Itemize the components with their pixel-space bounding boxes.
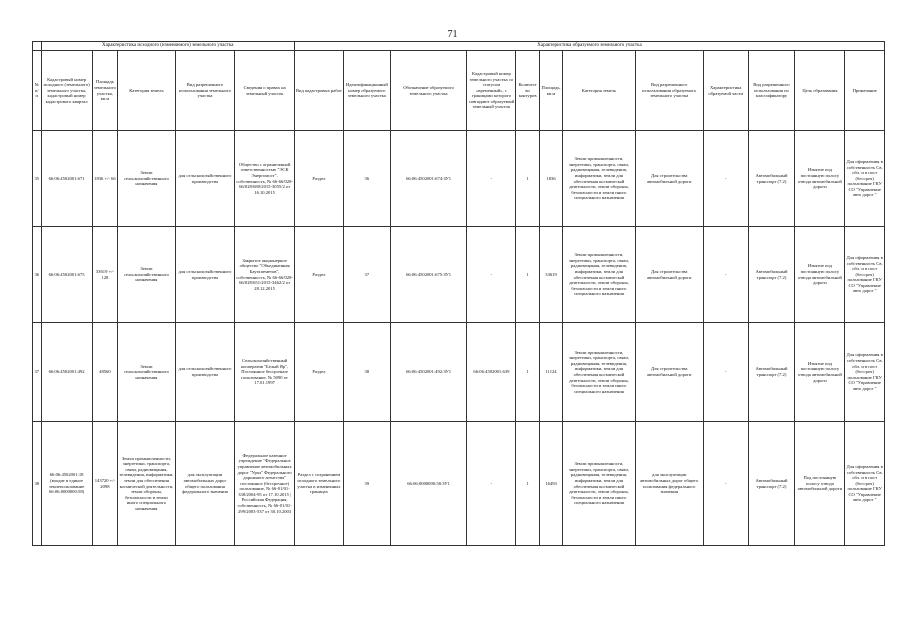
col-header: Вид разрешенного использования образуемого земельного участка <box>635 51 703 131</box>
cell-designation: 66:06:4502001:492:ЗУ1 <box>390 323 467 422</box>
cell-rights: Федеральное казенное учреждение "Федеральное управление автомобильных дорог "Урал" Федерального дорожного агентства" постоянное (бессрочное) пользование, № 66-01/01-338/2004-95 от 17.10.2015 | Российская Федерация, собственность, № 66-01/01-299/2003-537 от 30.10.2003 <box>235 422 295 546</box>
cell-contours: 1 <box>516 227 539 323</box>
cell-permitted-use: для сельскохозяйственного производства <box>175 131 235 227</box>
cell-contours: 1 <box>516 131 539 227</box>
cell-note: Для оформления в собственность Св. обл. и в пост (бессроч) пользование ГКУ СО "Управление авто дорог " <box>845 131 885 227</box>
cell-new-category: Земли промышленности, энергетики, транспорта, связи, радиовещания, телевидения, информатики, земли для обеспечения космической деятельности, земли обороны, безопасности и земли иного специального назначения <box>563 131 635 227</box>
col-header: Примечание <box>845 51 885 131</box>
cell-new-permitted-use: Для строительства автомобильной дороги <box>635 323 703 422</box>
col-header: Сведения о правах на земельный участок <box>235 51 295 131</box>
cell-designation: 66:06:4502001:674:ЗУ1 <box>390 131 467 227</box>
cell-new-area: 16493 <box>539 422 562 546</box>
table-row <box>33 131 885 227</box>
cell-work-type: Раздел <box>294 131 343 227</box>
cell-area: 48560 <box>92 323 118 422</box>
cell-work-type: Раздел <box>294 323 343 422</box>
cell-new-permitted-use: Для строительства автомобильной дороги <box>635 131 703 227</box>
cell-temp-cadastral: 66:06:4502001:639 <box>467 323 516 422</box>
cell-note: Для оформления в собственность Св. обл. и в пост (бессроч) пользование ГКУ СО "Управление авто дорог " <box>845 422 885 546</box>
cell-note: Для оформления в собственность Св. обл. и в пост (бессроч) пользование ГКУ СО "Управление авто дорог " <box>845 227 885 323</box>
col-header: Площадь, кв.м <box>539 51 562 131</box>
cell-goal: Изъятие под постоянную полосу отвода автомобильной дороги <box>795 131 845 227</box>
cell-cadastral-number: 66:06:4502001:671 <box>41 131 92 227</box>
cell-permitted-use: для сельскохозяйственного производства <box>175 227 235 323</box>
cell-new-permitted-use: Для строительства автомобильной дороги <box>635 227 703 323</box>
col-header: Характеристика образуемой части <box>703 51 748 131</box>
cell-id: 37 <box>343 227 390 323</box>
cell-designation: 66:06:4502001:675:ЗУ1 <box>390 227 467 323</box>
group-header-blank <box>33 42 42 51</box>
col-header: № п/п <box>33 51 42 131</box>
cell-contours: 1 <box>516 422 539 546</box>
table-row <box>33 323 885 422</box>
group-header-row <box>33 42 885 51</box>
cell-use-classifier: Автомобильный транспорт (7.2) <box>748 227 795 323</box>
cell-contours: 1 <box>516 323 539 422</box>
cell-part: - <box>703 323 748 422</box>
col-header: Вид разрешенного использования по классификатору <box>748 51 795 131</box>
cell-use-classifier: Автомобильный транспорт (7.2) <box>748 422 795 546</box>
cell-category: Земли сельскохозяйственного назначения <box>118 227 176 323</box>
cell-temp-cadastral: - <box>467 422 516 546</box>
cell-num: 36 <box>33 227 42 323</box>
cell-work-type: Раздел <box>294 227 343 323</box>
col-header: Обозначение образуемого земельного участка <box>390 51 467 131</box>
cell-new-category: Земли промышленности, энергетики, транспорта, связи, радиовещания, телевидения, информатики, земли для обеспечения космической деятельности, земли обороны, безопасности и земли иного специального назначения <box>563 227 635 323</box>
cell-id: 39 <box>343 422 390 546</box>
cell-cadastral-number: 66:06:4502001:18 (входит в единое землепользование 66:06:0000000:58) <box>41 422 92 546</box>
cell-use-classifier: Автомобильный транспорт (7.2) <box>748 131 795 227</box>
cell-temp-cadastral: - <box>467 227 516 323</box>
land-plots-table <box>32 41 885 546</box>
cell-new-area: 11124 <box>539 323 562 422</box>
cell-cadastral-number: 66:06:4502001:492 <box>41 323 92 422</box>
cell-num: 35 <box>33 131 42 227</box>
col-header: Категория земель <box>563 51 635 131</box>
cell-rights: Закрытое акционерное общество "Объединенная Бауэхпеметов", собственность, № 66-66/028-66/028/651/2015-3462/2 от 28.12.2015 <box>235 227 295 323</box>
page-number: 71 <box>447 29 458 40</box>
cell-category: Земли сельскохозяйственного назначения <box>118 323 176 422</box>
column-header-row <box>33 51 885 131</box>
group-header-source: Характеристика исходного (изменяемого) земельного участка <box>41 42 294 51</box>
cell-area: 143720 +/- 2098 <box>92 422 118 546</box>
cell-note: Для оформления в собственность Св. обл. и в пост (бессроч) пользование ГКУ СО "Управление авто дорог " <box>845 323 885 422</box>
cell-category: Земли сельскохозяйственного назначения <box>118 131 176 227</box>
cell-area: 1836 +/- 66 <box>92 131 118 227</box>
col-header: Вид разрешенного использования земельного участка <box>175 51 235 131</box>
cell-area: 33619 +/- 128 <box>92 227 118 323</box>
col-header: Цель образования <box>795 51 845 131</box>
col-header: Идентификационный номер образуемого земельного участка <box>343 51 390 131</box>
cell-new-category: Земли промышленности, энергетики, транспорта, связи, радиовещания, телевидения, информатики, земли для обеспечения космической деятельности, земли обороны, безопасности и земли иного специального назначения <box>563 422 635 546</box>
cell-part: - <box>703 227 748 323</box>
cell-goal: Изъятие под постоянную полосу отвода автомобильной дороги <box>795 227 845 323</box>
cell-category: Земли промышленности, энергетики, транспорта, связи, радиовещания, телевидения, информатики, земли для обеспечения космической деятельности, земли обороны, безопасности и земли иного специального назначения <box>118 422 176 546</box>
col-header: Кадастровый номер земельного участка со статусом «временный», с границами которого совпадают образуемый земельный участок <box>467 51 516 131</box>
col-header: Кадастровый номер исходного (земельного) земельного участка, кадастровый номер кадастрового квартал <box>41 51 92 131</box>
cell-rights: Общество с ограниченной ответственностью "ЭСК Энергомост", собственность, № 66-66/028-66/028/680/2015-3055/2 от 16.10.2015 <box>235 131 295 227</box>
cell-rights: Сельскохозяйственный кооператив "Белый Яр", Постоянное бессрочное пользование, № 5090 от 17.01.1997 <box>235 323 295 422</box>
cell-goal: Изъятие под постоянную полосу отвода автомобильной дороги <box>795 323 845 422</box>
col-header: Количество контуров <box>516 51 539 131</box>
cell-designation: 66:06:0000000:58:ЗУ1 <box>390 422 467 546</box>
cell-part: - <box>703 422 748 546</box>
cell-permitted-use: для сельскохозяйственного производства <box>175 323 235 422</box>
cell-temp-cadastral: - <box>467 131 516 227</box>
cell-new-area: 1836 <box>539 131 562 227</box>
cell-new-permitted-use: для эксплуатации автомобильных дорог общего пользования федерального значения <box>635 422 703 546</box>
cell-use-classifier: Автомобильный транспорт (7.2) <box>748 323 795 422</box>
group-header-target: Характеристика образуемого земельного участка <box>294 42 884 51</box>
col-header: Категория земель <box>118 51 176 131</box>
cell-cadastral-number: 66:06:4502001:675 <box>41 227 92 323</box>
cell-num: 38 <box>33 422 42 546</box>
cell-permitted-use: для эксплуатации автомобильных дорог общего пользования федерального значения <box>175 422 235 546</box>
cell-goal: Под постоянную полосу отвода автомобильной дороги <box>795 422 845 546</box>
cell-new-category: Земли промышленности, энергетики, транспорта, связи, радиовещания, телевидения, информатики, земли для обеспечения космической деятельности, земли обороны, безопасности и земли иного специального назначения <box>563 323 635 422</box>
cell-part: - <box>703 131 748 227</box>
cell-id: 36 <box>343 131 390 227</box>
cell-new-area: 33619 <box>539 227 562 323</box>
cell-work-type: Раздел с сохранением исходного земельного участка в измененных границах <box>294 422 343 546</box>
table-row <box>33 422 885 546</box>
col-header: Вид кадастровых работ <box>294 51 343 131</box>
table-row <box>33 227 885 323</box>
cell-num: 37 <box>33 323 42 422</box>
cell-id: 38 <box>343 323 390 422</box>
col-header: Площадь земельного участка, кв.м <box>92 51 118 131</box>
